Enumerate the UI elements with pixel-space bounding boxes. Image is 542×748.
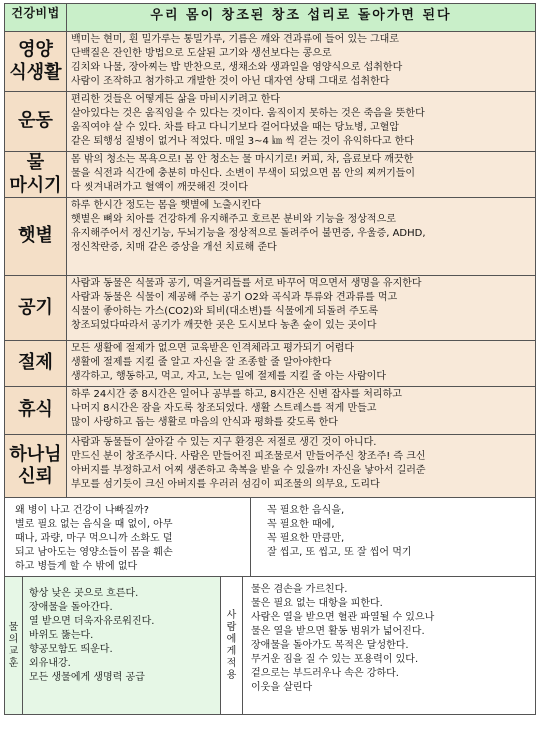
people-apply-line: 물은 필요 없는 대항을 피한다. bbox=[251, 598, 383, 609]
answer-line: 꼭 필요한 때에, bbox=[267, 519, 335, 530]
section-title-line: 휴식 bbox=[18, 399, 53, 421]
question-box bbox=[5, 498, 251, 577]
section-content-line: 많이 사랑하고 돕는 생활로 마음의 안식과 평화를 갖도록 한다 bbox=[71, 417, 338, 428]
section-content bbox=[67, 276, 536, 341]
water-lesson-box bbox=[23, 577, 221, 715]
answer-line: 잘 씹고, 또 씹고, 또 잘 씹어 먹기 bbox=[267, 547, 412, 558]
people-label-char: 에 bbox=[226, 633, 237, 645]
section-content-line: 움직여야 살 수 있다. 차를 타고 다니기보다 걸어다녔을 때는 당뇨병, 고혈압 bbox=[71, 122, 399, 133]
people-apply-line: 무거운 짐을 질 수 있는 포용력이 있다. bbox=[251, 654, 419, 665]
people-apply-label bbox=[221, 577, 243, 715]
section-content-line: 같은 퇴행성 질병이 없거나 적었다. 매일 3~4 ㎞ 씩 걷는 것이 유익하다고 한다 bbox=[71, 136, 414, 147]
answer-box bbox=[251, 498, 536, 577]
section-content-line: 하루 한시간 정도는 몸을 햇볕에 노출시킨다 bbox=[71, 200, 261, 211]
water-lesson-line: 항상 낮은 곳으로 흐른다. bbox=[29, 588, 139, 599]
section-content-line: 사람과 동물들이 살아갈 수 있는 지구 환경은 저절로 생긴 것이 아니다. bbox=[71, 437, 377, 448]
section-title bbox=[5, 198, 67, 276]
section-content bbox=[67, 341, 536, 387]
section-title-line: 영양 bbox=[18, 39, 53, 60]
section-content-line: 햇볕은 뼈와 치아를 건강하게 유지해주고 호르몬 분비와 기능을 정상적으로 bbox=[71, 214, 396, 225]
section-title bbox=[5, 32, 67, 92]
section-row bbox=[5, 152, 536, 198]
section-row bbox=[5, 341, 536, 387]
section-title bbox=[5, 276, 67, 341]
section-content bbox=[67, 198, 536, 276]
section-content-line: 창조되었다따라서 공기가 깨끗한 곳은 도시보다 농촌 숲이 있는 곳이다 bbox=[71, 320, 377, 331]
answer-line: 꼭 필요한 만큼만, bbox=[267, 533, 345, 544]
section-content-line: 백미는 현미, 흰 밀가루는 통밀가루, 기름은 깨와 견과류에 들어 있는 그대로 bbox=[71, 34, 399, 45]
section-content-line: 사람과 동물은 식물이 제공해 주는 공기 O2와 곡식과 투류와 견과류를 먹고 bbox=[71, 292, 398, 303]
question-line: 하고 병들게 할 수 밖에 없다 bbox=[15, 561, 138, 572]
section-row bbox=[5, 387, 536, 435]
people-label-char: 사 bbox=[226, 609, 237, 621]
section-content-line: 부모를 섬기듯이 크신 아버지를 우러러 섬김이 피조물의 의무요, 도리다 bbox=[71, 479, 380, 490]
water-label-char: 물 bbox=[8, 621, 19, 633]
section-row bbox=[5, 92, 536, 152]
question-line: 별로 필요 없는 음식을 때 없이, 아무 bbox=[15, 519, 173, 530]
section-content-line: 정신착란증, 치매 같은 증상을 개선 치료해 준다 bbox=[71, 242, 277, 253]
people-apply-line: 물은 겸손을 가르친다. bbox=[251, 584, 348, 595]
section-title bbox=[5, 92, 67, 152]
water-lesson-line: 외유내강. bbox=[29, 658, 71, 669]
section-content-line: 생각하고, 행동하고, 먹고, 자고, 노는 일에 절제를 지킬 줄 아는 사람이다 bbox=[71, 371, 386, 382]
people-apply-line: 이웃을 살린다 bbox=[251, 682, 313, 693]
section-title-line: 운동 bbox=[18, 110, 53, 132]
section-content bbox=[67, 92, 536, 152]
section-title bbox=[5, 387, 67, 435]
section-title-line: 공기 bbox=[18, 296, 53, 318]
water-lesson-line: 향공모함도 띄운다. bbox=[29, 644, 113, 655]
people-apply-line: 장애물을 돌아가도 목적은 달성한다. bbox=[251, 640, 409, 651]
section-title-line: 절제 bbox=[18, 352, 53, 374]
section-content-line: 사람과 동물은 식물과 공기, 먹을거리들를 서로 바꾸어 먹으면서 생명을 유지한다 bbox=[71, 278, 422, 289]
section-content bbox=[67, 32, 536, 92]
people-label-char: 적 bbox=[226, 657, 237, 669]
section-content-line: 생활에 절제를 지킬 줄 알고 자신을 잘 조종할 줄 알아야한다 bbox=[71, 357, 332, 368]
water-lesson-line: 장애물을 돌아간다. bbox=[29, 602, 113, 613]
water-label-char: 훈 bbox=[8, 657, 19, 669]
water-lesson-line: 바위도 뚫는다. bbox=[29, 630, 94, 641]
answer-line: 꼭 필요한 음식을, bbox=[267, 505, 345, 516]
people-apply-box bbox=[243, 577, 536, 715]
section-row bbox=[5, 435, 536, 498]
section-content-line: 하루 24시간 중 8시간은 일어나 공부를 하고, 8시간은 신변 잡사를 처리하고 bbox=[71, 389, 402, 400]
people-label-char: 람 bbox=[226, 621, 237, 633]
water-lesson-line: 모든 생물에게 생명력 공급 bbox=[29, 672, 145, 683]
section-content-line: 몸 밖의 청소는 목욕으로! 몸 안 청소는 물 마시기로! 커피, 차, 음료보다 깨끗한 bbox=[71, 154, 414, 165]
section-content-line: 단백질은 잔인한 방법으로 도살된 고기와 생선보다는 콩으로 bbox=[71, 48, 332, 59]
section-row bbox=[5, 32, 536, 92]
people-apply-line: 사람은 열을 받으면 혈관 파열될 수 있으나 bbox=[251, 612, 435, 623]
header-row bbox=[5, 4, 536, 32]
question-answer-table bbox=[4, 497, 536, 577]
section-content-line: 물을 식전과 식간에 충분히 마신다. 소변이 무색이 되었으면 몸 안의 찌꺼기들이 bbox=[71, 168, 416, 179]
section-content-line: 나머지 8시간은 잠을 자도록 창조되었다. 생활 스트레스를 적게 만들고 bbox=[71, 403, 377, 414]
people-apply-line: 겉으로는 부드러우나 속은 강하다. bbox=[251, 668, 399, 679]
people-label-char: 게 bbox=[226, 645, 237, 657]
people-apply-line: 물은 열을 받으면 활동 범위가 넓어진다. bbox=[251, 626, 425, 637]
section-content-line: 만드신 분이 창조주시다. 사람은 만들어진 피조물로서 만들어주신 창조주! 즉 크신 bbox=[71, 451, 426, 462]
people-label-char: 용 bbox=[226, 669, 237, 681]
section-content-line: 아버지를 부정하고서 어찌 생존하고 축복을 받을 수 있을까! 자신을 낳아서 길러준 bbox=[71, 465, 426, 476]
water-lesson-table bbox=[4, 576, 536, 715]
question-line: 때나, 과량, 마구 먹으니까 소화도 덜 bbox=[15, 533, 173, 544]
section-title bbox=[5, 152, 67, 198]
section-content bbox=[67, 435, 536, 498]
section-title bbox=[5, 435, 67, 498]
section-content bbox=[67, 152, 536, 198]
sections-body bbox=[5, 32, 536, 498]
question-line: 왜 병이 나고 건강이 나빠질까? bbox=[15, 505, 149, 516]
section-title-line: 물 bbox=[26, 152, 45, 173]
health-tips-table bbox=[4, 3, 536, 498]
section-title-line: 신뢰 bbox=[18, 466, 53, 487]
water-lesson-label bbox=[5, 577, 23, 715]
section-title bbox=[5, 341, 67, 387]
section-content-line: 식물이 좋아하는 가스(CO2)와 퇴비(대소변)를 식물에게 되돌려 주도록 bbox=[71, 306, 379, 317]
section-content-line: 다 씻겨내려가고 혈액이 깨끗해진 것이다 bbox=[71, 182, 248, 193]
section-content bbox=[67, 387, 536, 435]
health-tips-document bbox=[4, 3, 536, 715]
section-row bbox=[5, 198, 536, 276]
section-content-line: 살아있다는 것은 움직임을 수 있다는 것이다. 움직이지 못하는 것은 죽음을 뜻한다 bbox=[71, 108, 425, 119]
section-content-line: 유지해주어서 정신기능, 두뇌기능을 정상적으로 돌려주어 불면증, 우울증, ADHD, bbox=[71, 228, 426, 239]
header-left-label: 건강비법 bbox=[5, 4, 67, 32]
section-content-line: 김치와 나물, 장아찌는 밥 반찬으로, 생채소와 생과일을 영양식으로 섭취한다 bbox=[71, 62, 403, 73]
section-content-line: 모든 생활에 절제가 없으면 교육받은 인격체라고 평가되기 어렵다 bbox=[71, 343, 355, 354]
question-line: 되고 남아도는 영양소들이 몸을 훼손 bbox=[15, 547, 173, 558]
section-title-line: 식생활 bbox=[9, 61, 62, 83]
water-label-char: 의 bbox=[8, 633, 19, 645]
page-title: 우리 몸이 창조된 창조 섭리로 돌아가면 된다 bbox=[67, 4, 536, 32]
section-title-line: 마시기 bbox=[9, 174, 62, 196]
water-lesson-line: 열 받으면 더욱자유로워진다. bbox=[29, 616, 155, 627]
section-row bbox=[5, 276, 536, 341]
section-title-line: 햇볕 bbox=[18, 225, 53, 247]
section-content-line: 편리한 것들은 어떻게든 삶을 마비시키려고 한다 bbox=[71, 94, 281, 105]
section-title-line: 하나님 bbox=[9, 443, 62, 465]
water-label-char: 교 bbox=[8, 645, 19, 657]
section-content-line: 사람이 조작하고 첨가하고 개발한 것이 아닌 대자연 상태 그대로 섭취한다 bbox=[71, 76, 390, 87]
